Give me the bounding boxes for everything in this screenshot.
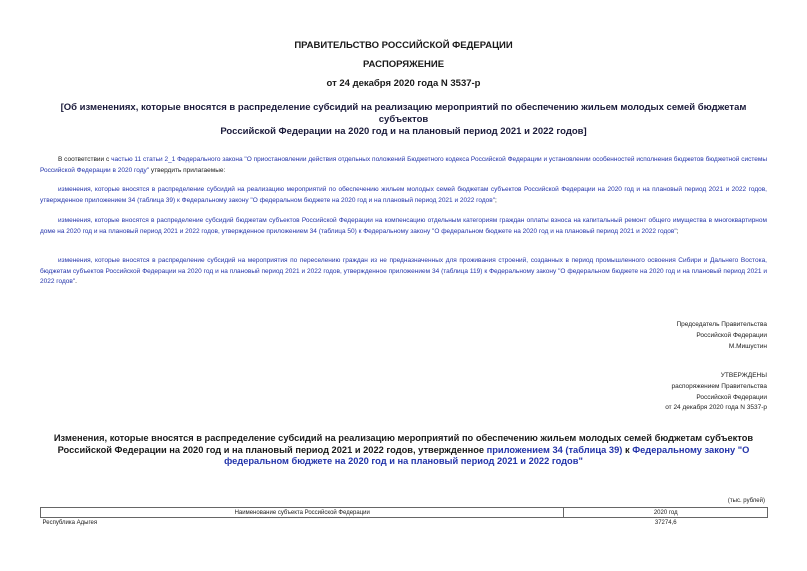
preamble-paragraph bbox=[40, 155, 767, 176]
government-heading: ПРАВИТЕЛЬСТВО РОССИЙСКОЙ ФЕДЕРАЦИИ bbox=[294, 40, 513, 51]
approval-line2: распоряжением Правительства bbox=[671, 382, 767, 390]
document-title-line2: Российской Федерации на 2020 год и на плановый период 2021 и 2022 годов] bbox=[220, 126, 587, 137]
subsidy-table bbox=[40, 507, 768, 528]
law-article-link[interactable]: частью 11 статьи 2_1 Федерального закона "О приостановлении действия отдельных положений Бюджетного кодекса Российской Федерации и установлении особенностей исполнения бюджетов бюджетной системы Российской Федерации в 2020 году" bbox=[40, 156, 768, 174]
column-header-subject: Наименование субъекта Российской Федерации bbox=[41, 508, 564, 518]
document-title-line1: [Об изменениях, которые вносятся в распределение субсидий на реализацию мероприятий по обеспечению жильем молодых семей бюджетам субъектов bbox=[60, 102, 747, 125]
item2-link[interactable]: изменения, которые вносятся в распределение субсидий бюджетам субъектов Российской Федерации на компенсацию отдельным категориям граждан оплаты взноса на капитальный ремонт общего имущества в многоквартирном доме на 2020 год и на плановый период 2021 и 2022 годов, утвержденное приложением 34 (таблица 50) к Федеральному закону "О федеральном бюджете на 2020 год и на плановый период 2021 и 2022 годов" bbox=[40, 217, 767, 235]
list-item bbox=[40, 185, 767, 206]
list-item bbox=[40, 256, 767, 288]
section-title-mid: к bbox=[622, 444, 633, 455]
preamble-text-tail: утвердить прилагаемые: bbox=[149, 166, 226, 174]
column-header-year: 2020 год bbox=[564, 508, 768, 518]
signature-block bbox=[676, 320, 767, 352]
section-title bbox=[40, 433, 767, 468]
units-label: (тыс. рублей) bbox=[727, 498, 765, 504]
document-title bbox=[40, 102, 767, 138]
document-date-number: от 24 декабря 2020 года N 3537-р bbox=[326, 78, 481, 89]
signature-name: М.Мишустин bbox=[728, 342, 767, 350]
list-item bbox=[40, 216, 767, 237]
approval-line4: от 24 декабря 2020 года N 3537-р bbox=[665, 404, 767, 412]
item1-link[interactable]: изменения, которые вносятся в распределение субсидий на реализацию мероприятий по обеспечению жильем молодых семей бюджетам субъектов Российской Федерации на 2020 год и на плановый период 2021 и 2022 годов, утвержденное приложением 34 (таблица 39) к Федеральному закону "О федеральном бюджете на 2020 год и на плановый период 2021 и 2022 годов" bbox=[40, 186, 767, 204]
item1-tail: ; bbox=[495, 196, 497, 204]
table-header-row bbox=[41, 508, 768, 518]
item3-link[interactable]: изменения, которые вносятся в распределение субсидий на мероприятия по переселению граждан из не предназначенных для проживания строений, созданных в период промышленного освоения Сибири и Дальнего Востока, бюджетам субъектов Российской Федерации на 2020 год и на плановый период 2021 и 2022 годов, утвержденное приложением 34 (таблица 119) к Федеральному закону "О федеральном бюджете на 2020 год и на плановый период 2021 и 2022 годов" bbox=[40, 257, 767, 285]
region-value-cell: 37274,6 bbox=[654, 520, 677, 526]
region-name-cell: Республика Адыгея bbox=[42, 520, 98, 526]
document-type: РАСПОРЯЖЕНИЕ bbox=[362, 59, 445, 70]
approval-heading: УТВЕРЖДЕНЫ bbox=[720, 372, 767, 379]
item2-tail: ; bbox=[676, 227, 679, 235]
section-title-text: Изменения, которые вносятся в распределение субсидий на реализацию мероприятий по обеспечению жильем молодых семей бюджетам субъектов Российской Федерации на 2020 год и на плановый период 2021 и 2022 годов, утвержденное bbox=[53, 433, 754, 455]
preamble-text: В соответствии с bbox=[58, 156, 112, 163]
signature-country: Российской Федерации bbox=[696, 331, 767, 339]
table-row bbox=[41, 518, 768, 529]
signature-position: Председатель Правительства bbox=[676, 321, 767, 328]
approval-block bbox=[665, 371, 767, 414]
approval-line3: Российской Федерации bbox=[696, 393, 767, 401]
federal-law-link[interactable]: Федеральному закону "О федеральном бюджете на 2020 год и на плановый период 2021 и 2022 годов" bbox=[224, 444, 750, 466]
appendix-link[interactable]: приложением 34 (таблица 39) bbox=[486, 444, 623, 455]
item3-tail: . bbox=[75, 278, 77, 285]
